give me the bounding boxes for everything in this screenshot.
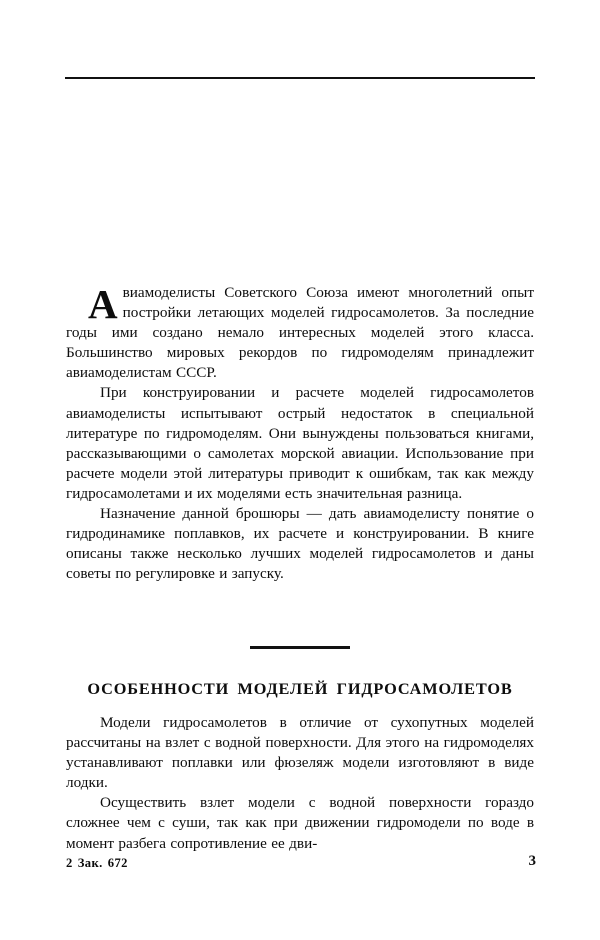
paragraph-1	[66, 283, 534, 383]
page-number: 3	[528, 853, 536, 869]
footer-signature: 2 Зак. 672	[66, 856, 128, 870]
paragraph-3: Назначение данной брошюры — дать авиамоделисту понятие о гидродинамике поплавков, их расчете и конструировании. В книге описаны также несколько лучших моделей гидросамолетов и даны советы по регулировке и запуску.	[66, 505, 534, 583]
short-horizontal-rule	[250, 646, 350, 649]
drop-cap-letter: А	[88, 281, 118, 327]
section-divider	[0, 636, 600, 654]
paragraph-2: При конструировании и расчете моделей гидросамолетов авиамоделисты испытывают острый недостаток в специальной литературе по гидромоделям. Они вынуждены пользоваться книгами, рассказывающими о самолетах морской авиации. Использование при расчете модели этой литературы приводит к ошибкам, так как между гидросамолетами и их моделями есть значительная разница.	[66, 384, 534, 502]
section-text-block	[66, 713, 534, 854]
paragraph-5: Осуществить взлет модели с водной поверхности гораздо сложнее чем с суши, так как при движении гидромодели по воде в момент разбега сопротивление ее дви-	[66, 794, 534, 852]
top-horizontal-rule	[65, 77, 535, 79]
paragraph-4: Модели гидросамолетов в отличие от сухопутных моделей рассчитаны на взлет с водной поверхности. Для этого на гидромоделях устанавливают поплавки или фюзеляж модели изготовляют в виде лодки.	[66, 714, 534, 792]
paragraph-1-text: виамоделисты Советского Союза имеют многолетний опыт постройки летающих моделей гидросамолетов. За последние годы ими создано немало интересных моделей этого класса. Большинство мировых рекордов по гидромоделям принадлежит авиамоделистам СССР.	[66, 284, 534, 382]
section-heading: ОСОБЕННОСТИ МОДЕЛЕЙ ГИДРОСАМОЛЕТОВ	[87, 679, 513, 698]
intro-text-block	[66, 283, 534, 584]
